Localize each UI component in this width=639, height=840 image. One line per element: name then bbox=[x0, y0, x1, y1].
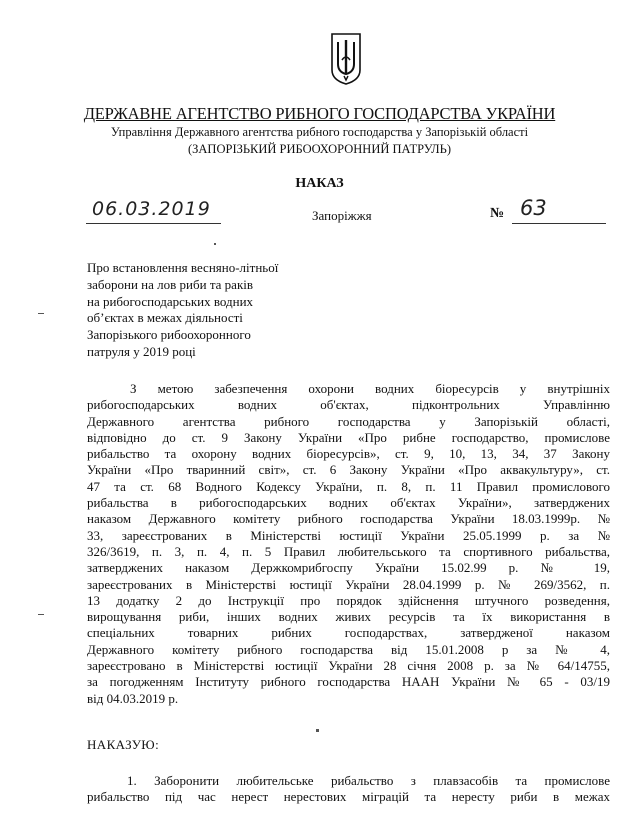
subject-line: заборони на лов риби та раків bbox=[87, 276, 254, 292]
patrol-name: (ЗАПОРІЗЬКИЙ РИБООХОРОННИЙ ПАТРУЛЬ) bbox=[187, 142, 451, 156]
preamble-line: відповідно до ст. 9 Закону України «Про рибне господарство, промислове bbox=[87, 429, 610, 445]
clause-1 bbox=[87, 773, 610, 806]
subject-line: об’єктах в межах діяльності bbox=[87, 310, 243, 326]
preamble-line: рибальства в рибогосподарських водних об'єктах України», затверджених bbox=[87, 495, 610, 511]
preamble-line: зареєстрованих в Міністерстві юстиції України 28.04.1999 р. № 269/3562, п. bbox=[87, 576, 610, 592]
preamble-line: затверджених наказом Держкомрибгоспу України 15.02.99 р. № 19, bbox=[87, 560, 610, 576]
document-number: 63 bbox=[520, 196, 547, 220]
preamble-line: 326/3619, п. 3, п. 4, п. 5 Правил любительського та спортивного рибальства, bbox=[87, 543, 610, 559]
preamble-line: за погодженням Інституту рибного господарства НААН України № 65 - 03/19 bbox=[87, 674, 610, 690]
preamble-paragraph bbox=[87, 381, 610, 707]
scan-speck bbox=[214, 243, 216, 245]
trident-emblem-icon bbox=[328, 30, 364, 86]
preamble-line: наказом Державного комітету рибного господарства України 18.03.1999р. № bbox=[87, 511, 610, 527]
document-type: НАКАЗ bbox=[295, 176, 344, 191]
order-subject bbox=[87, 260, 278, 361]
scan-speck bbox=[38, 614, 44, 615]
preamble-line: 13 додатку 2 до Інструкції про порядок здійснення штучного розведення, bbox=[87, 592, 610, 608]
scan-speck bbox=[316, 729, 319, 732]
number-label: № bbox=[490, 206, 505, 221]
scan-speck bbox=[38, 313, 44, 314]
clause-line: 1. Заборонити любительське рибальство з плавзасобів та промислове bbox=[127, 773, 610, 788]
clause-line: рибальство під час нерест нерестових міграцій та нересту риби в межах bbox=[87, 789, 610, 805]
subject-line: патруля у 2019 році bbox=[87, 343, 196, 359]
preamble-line: спеціальних товарних рибних господарствах, затвердженої наказом bbox=[87, 625, 610, 641]
preamble-line: України «Про тваринний світ», ст. 6 Закону України «Про аквакультуру», ст. bbox=[87, 462, 610, 478]
preamble-line: зареєстровано в Міністерстві юстиції України 28 січня 2008 р. за № 64/14755, bbox=[87, 658, 610, 674]
preamble-line: рибальство та охорону водних біоресурсів», ст. 9, 10, 13, 34, 37 Закону bbox=[87, 446, 610, 462]
preamble-line: 47 та ст. 68 Водного Кодексу України, п. 8, п. 11 Правил промислового bbox=[87, 478, 610, 494]
preamble-line: З метою забезпечення охорони водних біоресурсів у внутрішніх bbox=[130, 381, 610, 396]
subject-line: Запорізького рибоохоронного bbox=[87, 327, 251, 343]
order-word: НАКАЗУЮ: bbox=[87, 737, 160, 752]
document-city: Запоріжжя bbox=[312, 208, 372, 223]
subject-line: на рибогосподарських водних bbox=[87, 293, 254, 309]
preamble-line: 33, зареєстрованих в Міністерстві юстиції України 25.05.1999 р. за № bbox=[87, 527, 610, 543]
preamble-line: Державного комітету рибного господарства від 15.01.2008 р за № 4, bbox=[87, 641, 610, 657]
preamble-line: вирощування риби, інших водних живих ресурсів та їх використання в bbox=[87, 609, 610, 625]
subject-line: Про встановлення весняно-літньої bbox=[87, 260, 279, 275]
document-date: 06.03.2019 bbox=[92, 198, 211, 220]
preamble-line: Державного агентства рибного господарства у Запорізькій області, bbox=[87, 413, 610, 429]
preamble-line: від 04.03.2019 р. bbox=[87, 690, 179, 706]
department-name: Управління Державного агентства рибного господарства у Запорізькій області bbox=[110, 125, 529, 139]
preamble-line: рибогосподарських водних об'єктах, підконтрольних Управлінню bbox=[87, 397, 610, 413]
agency-name: ДЕРЖАВНЕ АГЕНТСТВО РИБНОГО ГОСПОДАРСТВА УКРАЇНИ bbox=[83, 104, 556, 123]
